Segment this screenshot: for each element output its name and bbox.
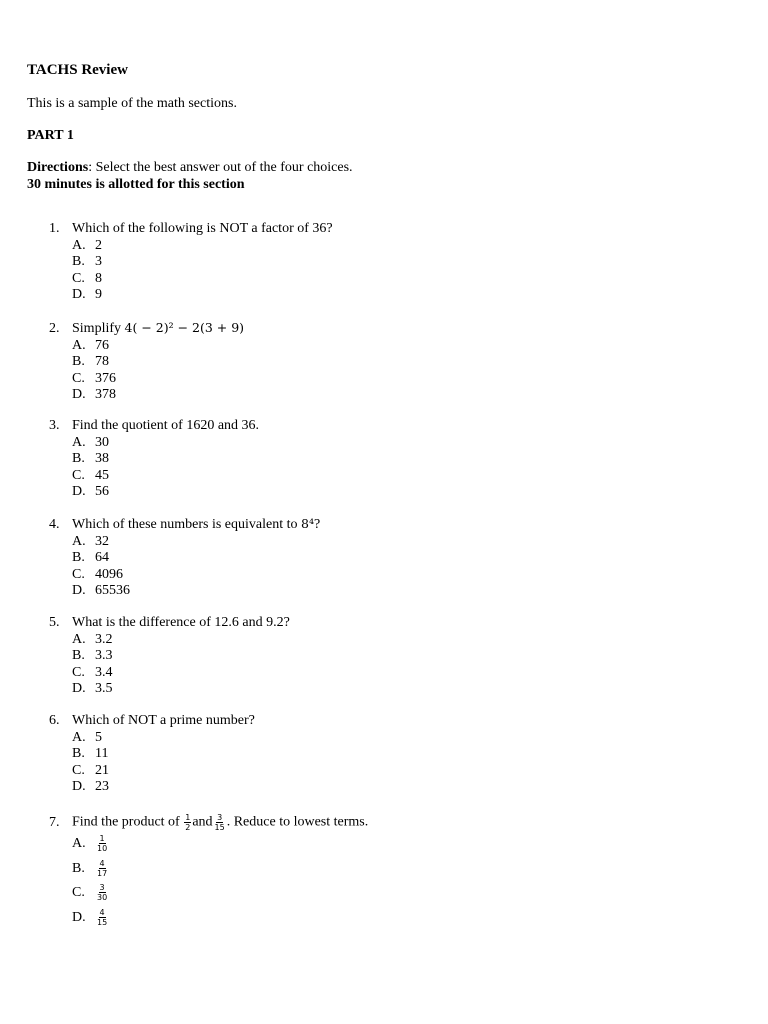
question-number: 1. [49, 221, 60, 236]
intro-text: This is a sample of the math sections. [27, 96, 237, 111]
directions-label: Directions [27, 160, 89, 175]
answer-option: D. 56 [72, 484, 109, 499]
answer-option: B. 3.3 [72, 648, 113, 663]
question-suffix: ? [313, 517, 321, 532]
question-text: Simplify [72, 321, 125, 336]
answer-option: B. 38 [72, 451, 109, 466]
question-connector: and [192, 814, 213, 830]
question-text: Which of the following is NOT a factor of 36? [72, 221, 333, 236]
answer-option: A. 5 [72, 729, 102, 745]
answer-option: C. 8 [72, 270, 102, 286]
question-number: 3. [49, 418, 60, 433]
question-number: 6. [49, 713, 60, 728]
answer-option: B. 64 [72, 550, 109, 565]
time-note: 30 minutes is allotted for this section [27, 177, 245, 192]
answer-option: C. 4096 [72, 566, 123, 582]
page-title: TACHS Review [27, 62, 128, 78]
fraction: $\frac{3}{30}$ [97, 883, 108, 903]
answer-option: A. 30 [72, 434, 109, 450]
answer-option: D. 3.5 [72, 681, 113, 696]
question-number: 7. [49, 814, 60, 830]
answer-option: C. 45 [72, 467, 109, 483]
question-7 [49, 813, 368, 930]
answer-option: A. 76 [72, 337, 109, 353]
question-number: 4. [49, 517, 60, 532]
question-suffix: . Reduce to lowest terms. [226, 814, 369, 830]
answer-option: C. 376 [72, 370, 116, 386]
question-4 [49, 516, 320, 600]
question-1 [49, 221, 333, 304]
answer-option: A. $\frac{1}{10}$ [72, 834, 108, 854]
answer-option: D. 23 [72, 779, 109, 794]
answer-option: B. $\frac{4}{17}$ [72, 858, 108, 878]
question-2 [49, 320, 244, 404]
question-text: Which of NOT a prime number? [72, 713, 255, 728]
math-expression: 8⁴ [301, 516, 314, 531]
answer-option: B. 78 [72, 354, 109, 369]
answer-option: B. 11 [72, 746, 109, 761]
question-5 [49, 615, 290, 698]
directions-text: : Select the best answer out of the four choices. [88, 160, 353, 175]
answer-option: D. 378 [72, 387, 116, 402]
answer-option: B. 3 [72, 254, 102, 269]
question-text: Find the product of [72, 814, 184, 830]
answer-option: C. $\frac{3}{30}$ [72, 883, 108, 903]
fraction: $\frac{4}{17}$ [97, 858, 108, 878]
question-number: 2. [49, 321, 60, 336]
answer-option: C. 3.4 [72, 664, 113, 680]
answer-option: A. 32 [72, 533, 109, 549]
fraction: $\frac{3}{15}$ [214, 813, 225, 832]
part-heading: PART 1 [27, 128, 74, 143]
question-6 [49, 713, 255, 796]
answer-option: D. 9 [72, 287, 102, 302]
question-number: 5. [49, 615, 60, 630]
fraction: $\frac{1}{2}$ [185, 813, 191, 832]
question-3 [49, 418, 259, 501]
fraction: $\frac{4}{15}$ [97, 907, 108, 927]
math-expression: 4( − 2)² − 2(3 + 9) [124, 320, 245, 335]
answer-option: C. 21 [72, 762, 109, 778]
answer-option: A. 2 [72, 237, 102, 253]
answer-option: D. 65536 [72, 583, 130, 598]
question-text: Find the quotient of 1620 and 36. [72, 418, 260, 433]
answer-option: D. $\frac{4}{15}$ [72, 907, 108, 927]
question-text: Which of these numbers is equivalent to [72, 517, 301, 532]
fraction: $\frac{1}{10}$ [97, 834, 108, 854]
question-text: What is the difference of 12.6 and 9.2? [72, 615, 290, 630]
answer-option: A. 3.2 [72, 631, 113, 647]
directions-block [27, 159, 353, 193]
